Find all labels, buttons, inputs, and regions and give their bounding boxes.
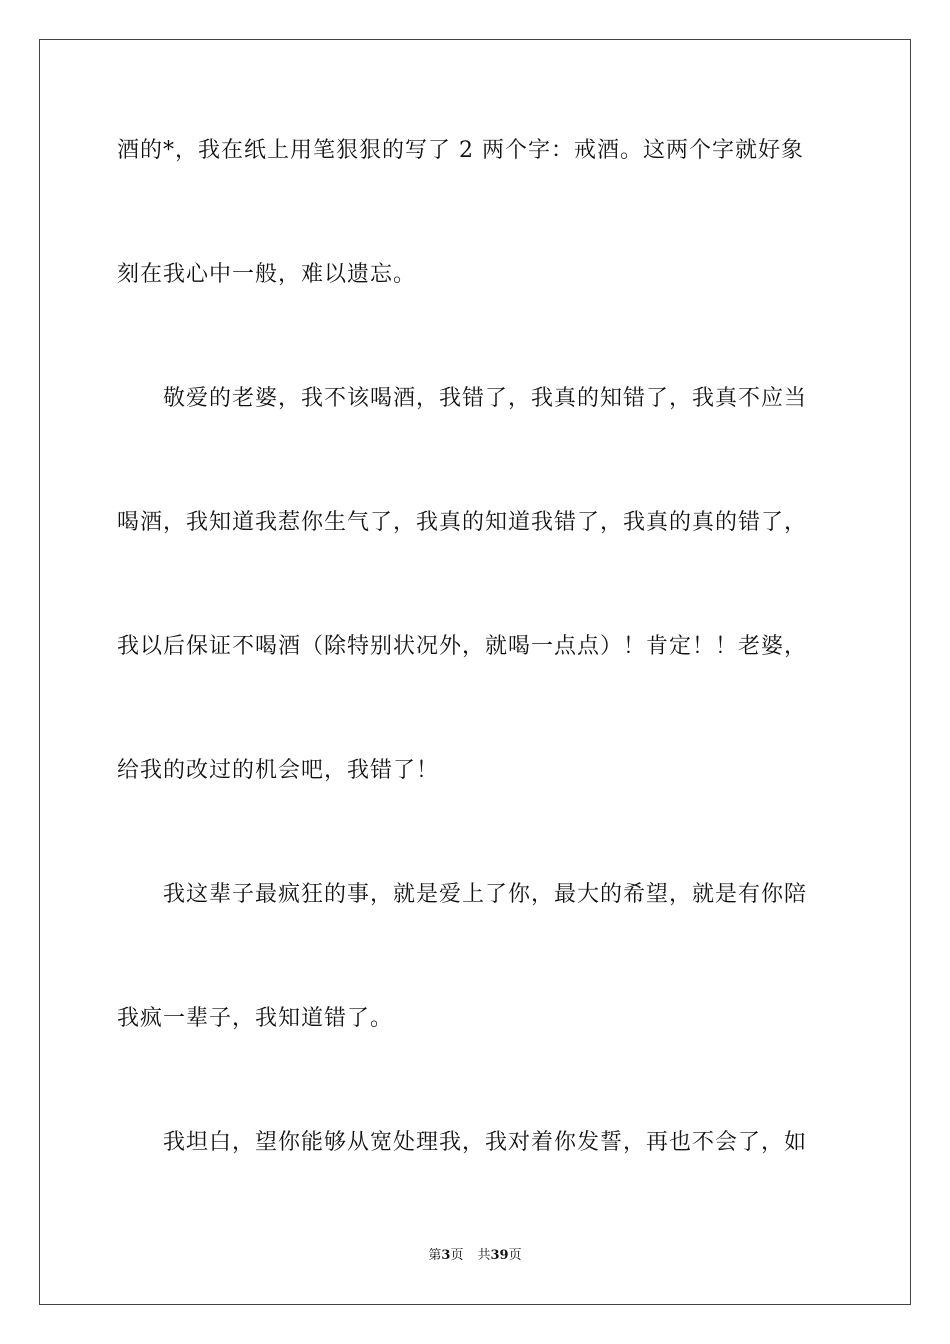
text-line-7: 我这辈子最疯狂的事，就是爱上了你，最大的希望，就是有你陪 xyxy=(163,882,808,907)
text-line-9: 我坦白，望你能够从宽处理我，我对着你发誓，再也不会了，如 xyxy=(163,1130,808,1155)
page-footer xyxy=(0,1247,950,1265)
total-pages: 39 xyxy=(490,1248,509,1263)
page-border xyxy=(39,39,911,1305)
text-line-4: 喝酒，我知道我惹你生气了，我真的知道我错了，我真的真的错了， xyxy=(117,510,808,535)
page-suffix: 页 xyxy=(450,1248,464,1263)
total-suffix: 页 xyxy=(508,1248,522,1263)
text-line-5: 我以后保证不喝酒（除特别状况外，就喝一点点）！肯定！！老婆， xyxy=(117,634,808,659)
text-line-3: 敬爱的老婆，我不该喝酒，我错了，我真的知错了，我真不应当 xyxy=(163,386,808,411)
text-line-8: 我疯一辈子，我知道错了。 xyxy=(117,1006,394,1031)
page-prefix: 第 xyxy=(428,1248,442,1263)
total-prefix: 共 xyxy=(477,1248,491,1263)
text-line-1: 酒的*，我在纸上用笔狠狠的写了 2 两个字：戒酒。这两个字就好象 xyxy=(117,138,804,163)
text-line-6: 给我的改过的机会吧，我错了！ xyxy=(117,758,440,783)
text-line-2: 刻在我心中一般，难以遗忘。 xyxy=(117,262,417,287)
page-number: 3 xyxy=(441,1248,451,1263)
